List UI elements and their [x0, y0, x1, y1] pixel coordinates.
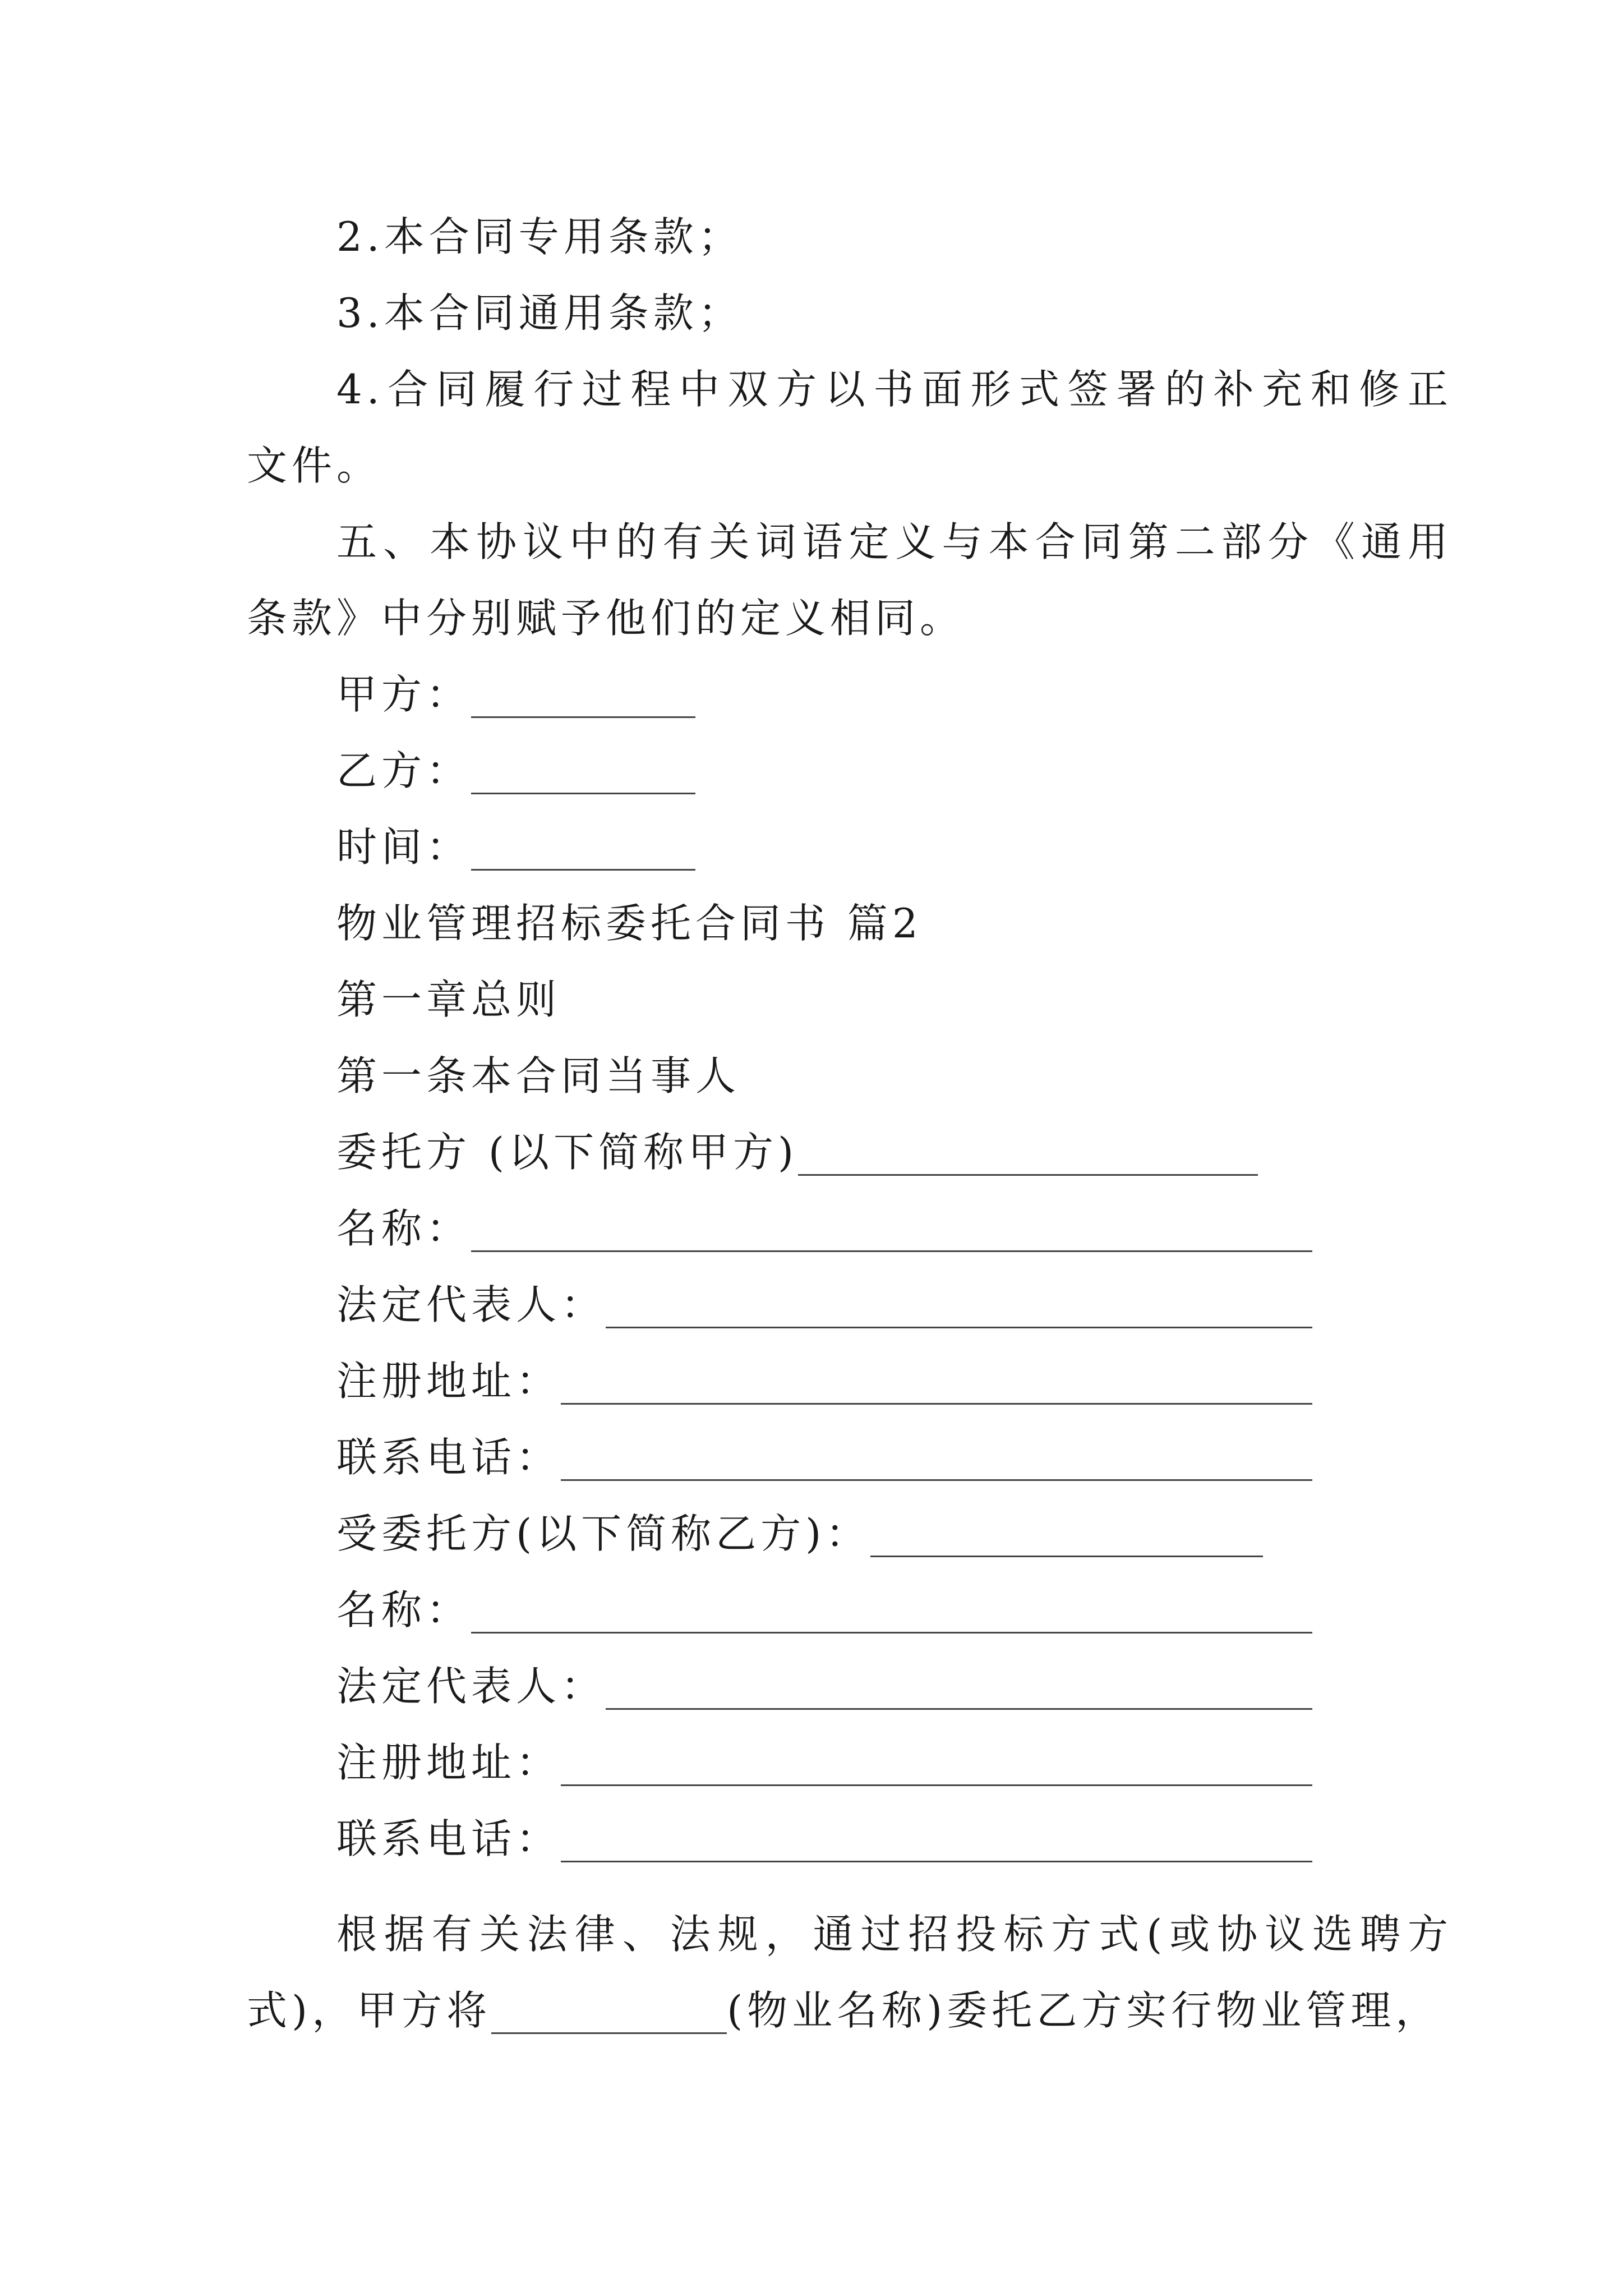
client-line: [336, 1125, 1258, 1179]
closing-line-2: [247, 1984, 1440, 2037]
closing-line-2-end: (物业名称)委托乙方实行物业管理，: [727, 1987, 1441, 2034]
client-name-line: [336, 1202, 1312, 1255]
agent-phone-line: [336, 1812, 1312, 1866]
client-address-blank[interactable]: [561, 1364, 1312, 1405]
agent-line: [336, 1507, 1263, 1561]
agent-address-label: 注册地址：: [336, 1739, 561, 1786]
client-address-line: [336, 1354, 1312, 1408]
party-a-blank[interactable]: [471, 677, 695, 718]
party-a-line: [336, 668, 695, 721]
chapter-heading: 第一章总则: [336, 976, 561, 1023]
agent-blank[interactable]: [870, 1516, 1263, 1557]
item-4-line-2: 文件。: [247, 442, 382, 489]
client-rep-line: [336, 1278, 1312, 1332]
agent-rep-blank[interactable]: [606, 1669, 1312, 1710]
item-2: 2.本合同专用条款；: [336, 213, 743, 260]
party-b-line: [336, 744, 695, 798]
agent-phone-label: 联系电话：: [336, 1815, 561, 1862]
item-3: 3.本合同通用条款；: [336, 289, 743, 337]
party-b-label: 乙方：: [336, 747, 472, 794]
closing-line-1: 根据有关法律、法规，通过招投标方式(或协议选聘方: [336, 1911, 1453, 1958]
client-rep-blank[interactable]: [606, 1287, 1312, 1328]
party-a-label: 甲方：: [336, 671, 472, 718]
agent-name-line: [336, 1583, 1312, 1637]
client-phone-blank[interactable]: [561, 1440, 1312, 1481]
section-2-heading: 物业管理招标委托合同书 篇2: [336, 900, 923, 947]
agent-rep-label: 法定代表人：: [336, 1663, 606, 1710]
property-name-blank[interactable]: [491, 1993, 727, 2034]
client-blank[interactable]: [798, 1135, 1258, 1176]
agent-address-blank[interactable]: [561, 1745, 1312, 1786]
agent-label: 受委托方(以下简称乙方)：: [336, 1510, 871, 1557]
item-5-line-2: 条款》中分别赋予他们的定义相同。: [247, 595, 965, 642]
client-label: 委托方 (以下简称甲方): [336, 1129, 799, 1176]
agent-rep-line: [336, 1659, 1312, 1713]
item-5-line-1: 五、本协议中的有关词语定义与本合同第二部分《通用: [336, 518, 1453, 565]
closing-line-2-start: 式)，甲方将: [247, 1987, 492, 2034]
client-rep-label: 法定代表人：: [336, 1281, 606, 1328]
client-name-blank[interactable]: [471, 1211, 1312, 1252]
client-phone-label: 联系电话：: [336, 1434, 561, 1481]
time-label: 时间：: [336, 823, 472, 871]
time-blank[interactable]: [471, 830, 695, 871]
time-line: [336, 820, 695, 874]
agent-address-line: [336, 1736, 1312, 1789]
client-name-label: 名称：: [336, 1205, 472, 1252]
agent-phone-blank[interactable]: [561, 1821, 1312, 1862]
item-4-line-1: 4.合同履行过程中双方以书面形式签署的补充和修正: [336, 366, 1453, 413]
client-phone-line: [336, 1430, 1312, 1484]
article-1-heading: 第一条本合同当事人: [336, 1052, 741, 1099]
party-b-blank[interactable]: [471, 753, 695, 794]
agent-name-blank[interactable]: [471, 1593, 1312, 1634]
agent-name-label: 名称：: [336, 1586, 472, 1634]
client-address-label: 注册地址：: [336, 1358, 561, 1405]
